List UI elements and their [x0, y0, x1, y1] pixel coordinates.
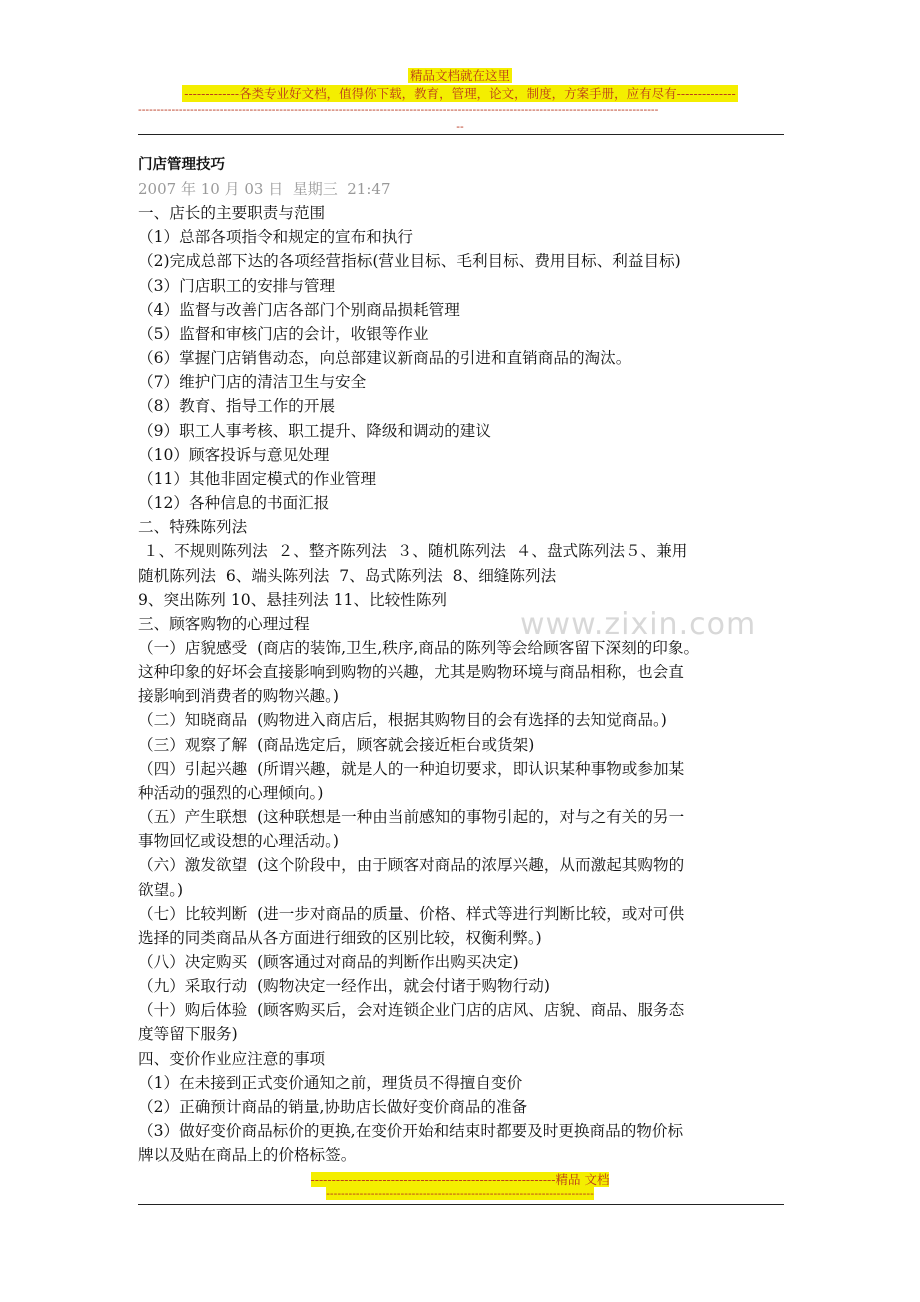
header-banner: [0, 84, 920, 102]
article-line: （五）产生联想 (这种联想是一种由当前感知的事物引起的，对与之有关的另一: [138, 808, 685, 827]
article-line: 选择的同类商品从各方面进行细致的区别比较，权衡利弊。): [138, 928, 542, 947]
article-line: （2）正确预计商品的销量,协助店长做好变价商品的准备: [138, 1097, 528, 1116]
footer-dash-line: [0, 1187, 920, 1200]
article-line: （4）监督与改善门店各部门个别商品损耗管理: [138, 300, 460, 319]
article-line: （三）观察了解 (商品选定后，顾客就会接近柜台或货架): [138, 735, 535, 754]
article-line: （十）购后体验 (顾客购买后，会对连锁企业门店的店风、店貌、商品、服务态: [138, 1001, 685, 1020]
header-top-label: [0, 66, 920, 84]
article-date: 2007 年 10 月 03 日 星期三 21:47: [138, 180, 391, 198]
article-line: 度等留下服务): [138, 1025, 238, 1044]
article-line: 欲望。): [138, 880, 184, 899]
article-line: 牌以及贴在商品上的价格标签。: [138, 1146, 357, 1165]
article-line: 9、突出陈列 10、悬挂列法 11、比较性陈列: [138, 590, 448, 609]
article: [138, 153, 788, 1167]
article-line: （1）总部各项指令和规定的宣布和执行: [138, 228, 414, 247]
watermark: www.zixin.com: [520, 607, 757, 642]
article-line: （7）维护门店的清洁卫生与安全: [138, 373, 367, 392]
article-line: （11）其他非固定模式的作业管理: [138, 469, 377, 488]
article-line: （5）监督和审核门店的会计，收银等作业: [138, 324, 429, 343]
article-line: 一、店长的主要职责与范围: [138, 204, 326, 223]
article-line: （2)完成总部下达的各项经营指标(营业目标、毛利目标、费用目标、利益目标): [138, 252, 681, 271]
article-line: （八）决定购买 (顾客通过对商品的判断作出购买决定): [138, 953, 519, 971]
header-dash-tail: --: [456, 120, 464, 133]
article-line: 随机陈列法 6、端头陈列法 7、岛式陈列法 8、细缝陈列法: [138, 566, 557, 585]
header-top-text: 精品文档就在这里: [409, 68, 510, 83]
article-line: 这种印象的好坏会直接影响到购物的兴趣，尤其是购物环境与商品相称，也会直: [138, 663, 684, 682]
article-line: （四）引起兴趣 (所谓兴趣，就是人的一种迫切要求，即认识某种事物或参加某: [138, 759, 685, 778]
article-line: （10）顾客投诉与意见处理: [138, 445, 330, 464]
article-line: （六）激发欲望 (这个阶段中，由于顾客对商品的浓厚兴趣，从而激起其购物的: [138, 856, 685, 875]
article-line: （9）职工人事考核、职工提升、降级和调动的建议: [138, 421, 491, 440]
article-line: 二、特殊陈列法: [138, 518, 248, 537]
article-line: （一）店貌感受 (商店的装饰,卫生,秩序,商品的陈列等会给顾客留下深刻的印象。: [138, 638, 700, 657]
header-banner-text: -------------各类专业好文档，值得你下载，教育，管理，论文，制度，方案手册，应有尽有--------------: [184, 86, 736, 101]
article-line: 接影响到消费者的购物兴趣。): [138, 687, 340, 706]
header-rule: [138, 134, 784, 135]
article-line: （6）掌握门店销售动态，向总部建议新商品的引进和直销商品的淘汰。: [138, 349, 632, 368]
footer-dash-text: ------------------------------------------------------------------------: [326, 1187, 594, 1200]
article-line: 事物回忆或设想的心理活动。): [138, 832, 340, 851]
article-line: （3）做好变价商品标价的更换,在变价开始和结束时都要及时更换商品的物价标: [138, 1122, 684, 1141]
article-line: （3）门店职工的安排与管理: [138, 276, 336, 295]
article-line: （七）比较判断 (进一步对商品的质量、价格、样式等进行判断比较，或对可供: [138, 904, 685, 923]
article-line: 三、顾客购物的心理过程: [138, 614, 310, 633]
article-line: （二）知晓商品 (购物进入商店后，根据其购物目的会有选择的去知觉商品。): [138, 711, 667, 730]
header-dash-line: --------------------------------------------------------------------------------------------------------------------------------------------: [138, 103, 659, 116]
article-line: （九）采取行动 (购物决定一经作出，就会付诸于购物行动): [138, 977, 550, 996]
article-line: （8）教育、指导工作的开展: [138, 397, 336, 416]
article-line: （1）在未接到正式变价通知之前，理货员不得擅自变价: [138, 1073, 523, 1092]
footer-label-text: ----------------------------------------------------------精品 文档: [310, 1172, 610, 1187]
article-line: 种活动的强烈的心理倾向。): [138, 783, 324, 802]
article-line: （12）各种信息的书面汇报: [138, 494, 330, 513]
footer-rule: [138, 1204, 784, 1205]
article-title: 门店管理技巧: [138, 156, 225, 173]
article-body: [138, 201, 788, 1167]
article-line: １、不规则陈列法 ２、整齐陈列法 ３、随机陈列法 ４、盘式陈列法５、兼用: [138, 542, 688, 561]
article-line: 四、变价作业应注意的事项: [138, 1049, 326, 1068]
footer-label: [0, 1170, 920, 1188]
